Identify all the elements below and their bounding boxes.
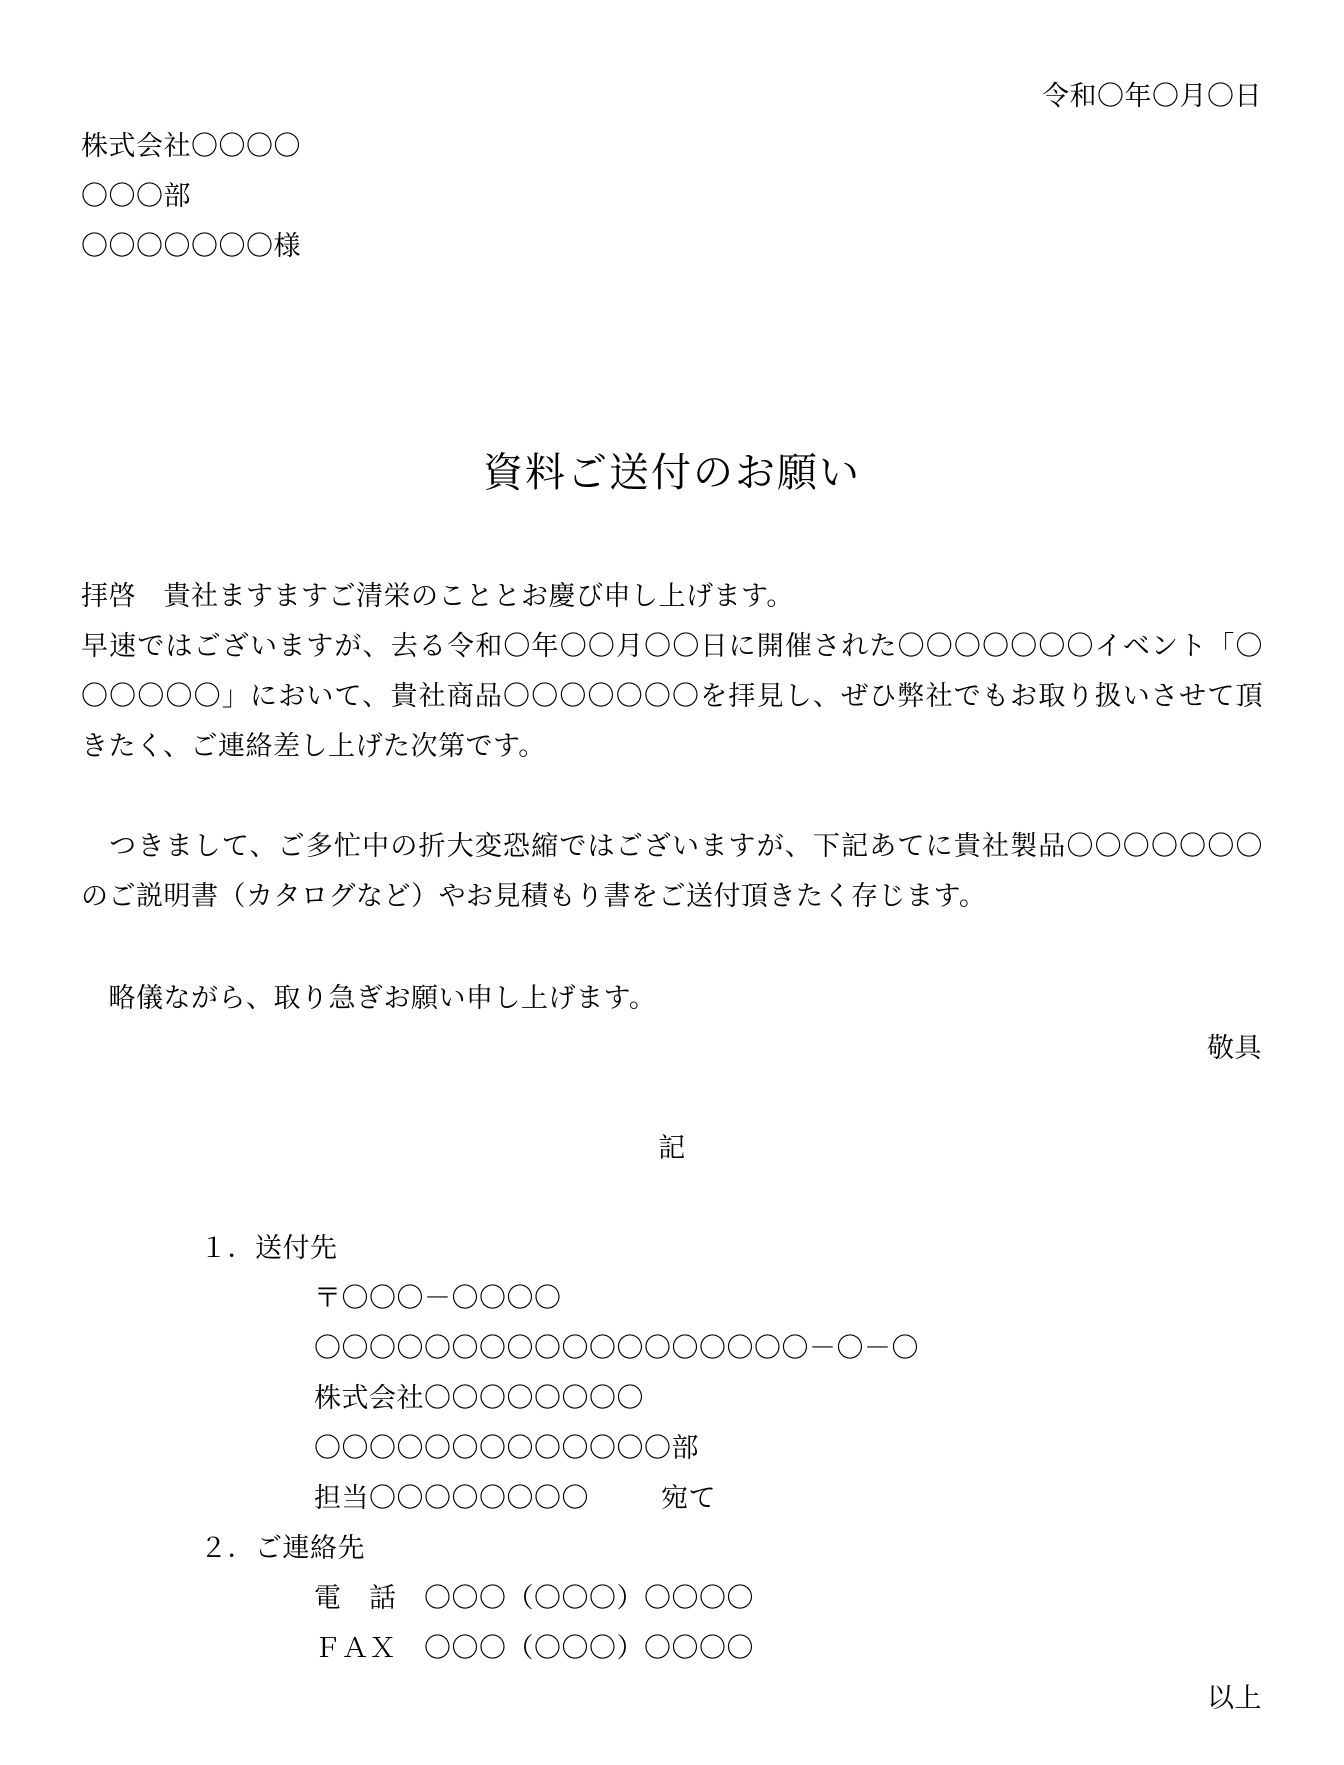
record-heading: 記 bbox=[658, 1133, 686, 1164]
page-title: 資料ご送付のお願い bbox=[483, 450, 861, 496]
addressed-to: 宛て bbox=[661, 1483, 716, 1514]
body-line-5: つきまして、ご多忙中の折大変恐縮ではございますが、下記あてに貴社製品〇〇〇〇〇〇〇 bbox=[81, 831, 1263, 862]
phone-label: 電 話 bbox=[314, 1583, 397, 1614]
section-2-label: ２．ご連絡先 bbox=[200, 1533, 365, 1564]
greeting-line: 拝啓 貴社ますますご清栄のこととお慶び申し上げます。 bbox=[81, 581, 794, 612]
phone-line bbox=[314, 1582, 754, 1616]
fax-label: ＦＡＸ bbox=[314, 1633, 397, 1664]
closing-keigu: 敬具 bbox=[1207, 1033, 1262, 1064]
section-1-label: １．送付先 bbox=[200, 1233, 338, 1264]
postal-code: 〒〇〇〇－〇〇〇〇 bbox=[314, 1283, 562, 1314]
send-company: 株式会社〇〇〇〇〇〇〇〇 bbox=[314, 1383, 644, 1414]
fax-value: 〇〇〇（〇〇〇）〇〇〇〇 bbox=[424, 1633, 754, 1664]
body-line-6: のご説明書（カタログなど）やお見積もり書をご送付頂きたく存じます。 bbox=[81, 881, 987, 912]
end-ijou: 以上 bbox=[1207, 1683, 1262, 1714]
body-line-3: 〇〇〇〇〇」において、貴社商品〇〇〇〇〇〇〇を拝見し、ぜひ弊社でもお取り扱いさせて頂 bbox=[81, 681, 1263, 712]
send-department: 〇〇〇〇〇〇〇〇〇〇〇〇〇部 bbox=[314, 1433, 699, 1464]
recipient-name: 〇〇〇〇〇〇〇様 bbox=[81, 231, 301, 262]
phone-value: 〇〇〇（〇〇〇）〇〇〇〇 bbox=[424, 1583, 754, 1614]
person-name: 担当〇〇〇〇〇〇〇〇 bbox=[314, 1483, 589, 1514]
person-in-charge bbox=[314, 1482, 716, 1516]
body-line-7: 略儀ながら、取り急ぎお願い申し上げます。 bbox=[81, 983, 657, 1014]
body-line-4: きたく、ご連絡差し上げた次第です。 bbox=[81, 731, 546, 762]
date: 令和〇年〇月〇日 bbox=[1042, 81, 1262, 112]
fax-line bbox=[314, 1632, 754, 1666]
body-line-2: 早速ではございますが、去る令和〇年〇〇月〇〇日に開催された〇〇〇〇〇〇〇イベント「〇 bbox=[81, 631, 1263, 662]
recipient-department: 〇〇〇部 bbox=[81, 181, 191, 212]
recipient-company: 株式会社〇〇〇〇 bbox=[81, 131, 301, 162]
address: 〇〇〇〇〇〇〇〇〇〇〇〇〇〇〇〇〇〇－〇－〇 bbox=[314, 1333, 919, 1364]
